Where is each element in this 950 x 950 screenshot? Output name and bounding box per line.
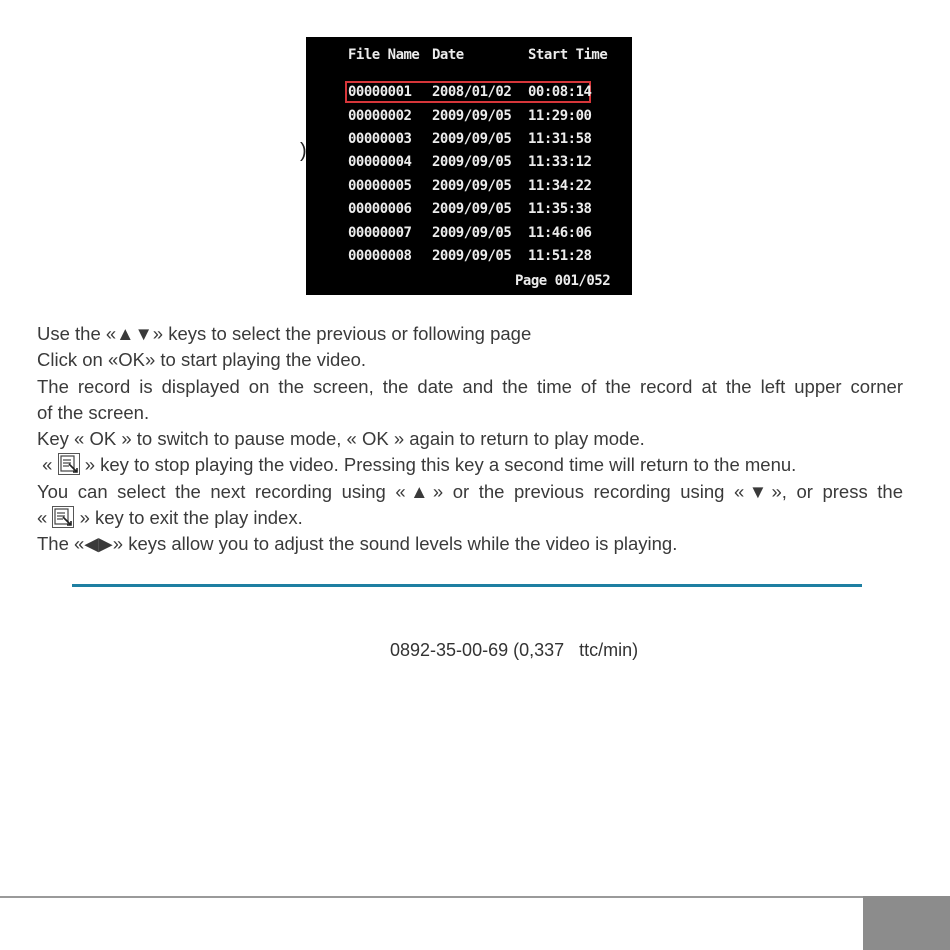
instruction-line: The «◀▶» keys allow you to adjust the sound levels while the video is playing. xyxy=(37,533,678,555)
hotline-number: 0892-35-00-69 (0,337 ttc/min) xyxy=(390,640,639,660)
instruction-line xyxy=(37,452,903,478)
instruction-line: Key « OK » to switch to pause mode, « OK » again to return to play mode. xyxy=(37,428,645,450)
row-time: 00:08:14 xyxy=(528,84,592,100)
row-file: 00000006 xyxy=(348,201,412,217)
menu-exit-key-icon xyxy=(58,453,80,475)
dvr-playback-list-screenshot xyxy=(306,37,632,295)
row-time: 11:51:28 xyxy=(528,248,592,264)
row-date: 2009/09/05 xyxy=(432,225,512,241)
dvr-row xyxy=(306,129,632,152)
footer-rule xyxy=(0,896,863,898)
row-date: 2009/09/05 xyxy=(432,154,512,170)
row-time: 11:35:38 xyxy=(528,201,592,217)
row-date: 2009/09/05 xyxy=(432,131,512,147)
instruction-line xyxy=(37,505,903,531)
instruction-line: Click on «OK» to start playing the video. xyxy=(37,349,367,371)
stray-parenthesis: ) xyxy=(300,140,307,162)
header-start-time: Start Time xyxy=(528,47,608,63)
dvr-row xyxy=(306,199,632,222)
row-date: 2009/09/05 xyxy=(432,178,512,194)
row-file: 00000005 xyxy=(348,178,412,194)
row-date: 2009/09/05 xyxy=(432,201,512,217)
instruction-line: Use the «▲▼» keys to select the previous or following page xyxy=(37,323,532,344)
page-indicator: Page 001/052 xyxy=(515,273,611,289)
row-date: 2008/01/02 xyxy=(432,84,512,100)
menu-exit-key-icon xyxy=(52,506,74,528)
dvr-row xyxy=(306,176,632,199)
row-date: 2009/09/05 xyxy=(432,248,512,264)
dvr-row xyxy=(306,152,632,175)
row-file: 00000007 xyxy=(348,225,412,241)
instruction-fragment: « xyxy=(37,507,53,529)
row-time: 11:29:00 xyxy=(528,108,592,124)
dvr-row xyxy=(306,106,632,129)
row-file: 00000008 xyxy=(348,248,412,264)
row-file: 00000001 xyxy=(348,84,412,100)
instruction-line: The record is displayed on the screen, the date and the time of the record at the left upper corner xyxy=(37,375,903,397)
dvr-row-selected xyxy=(306,82,632,105)
row-time: 11:46:06 xyxy=(528,225,592,241)
row-date: 2009/09/05 xyxy=(432,108,512,124)
row-time: 11:33:12 xyxy=(528,154,592,170)
row-file: 00000003 xyxy=(348,131,412,147)
header-file-name: File Name xyxy=(348,47,420,63)
section-divider xyxy=(72,584,862,587)
page-number-box xyxy=(863,896,950,950)
dvr-row xyxy=(306,246,632,269)
header-date: Date xyxy=(432,47,464,63)
instructions-text xyxy=(37,321,903,558)
instruction-line: of the screen. xyxy=(37,401,150,423)
row-time: 11:34:22 xyxy=(528,178,592,194)
instruction-fragment: » key to exit the play index. xyxy=(74,507,303,529)
row-file: 00000004 xyxy=(348,154,412,170)
dvr-row xyxy=(306,223,632,246)
row-file: 00000002 xyxy=(348,108,412,124)
row-time: 11:31:58 xyxy=(528,131,592,147)
instruction-fragment: » key to stop playing the video. Pressing this key a second time will return to the menu. xyxy=(79,454,797,476)
instruction-fragment: « xyxy=(37,454,58,476)
instruction-line: You can select the next recording using «▲» or the previous recording using «▼», or press the xyxy=(37,480,903,502)
